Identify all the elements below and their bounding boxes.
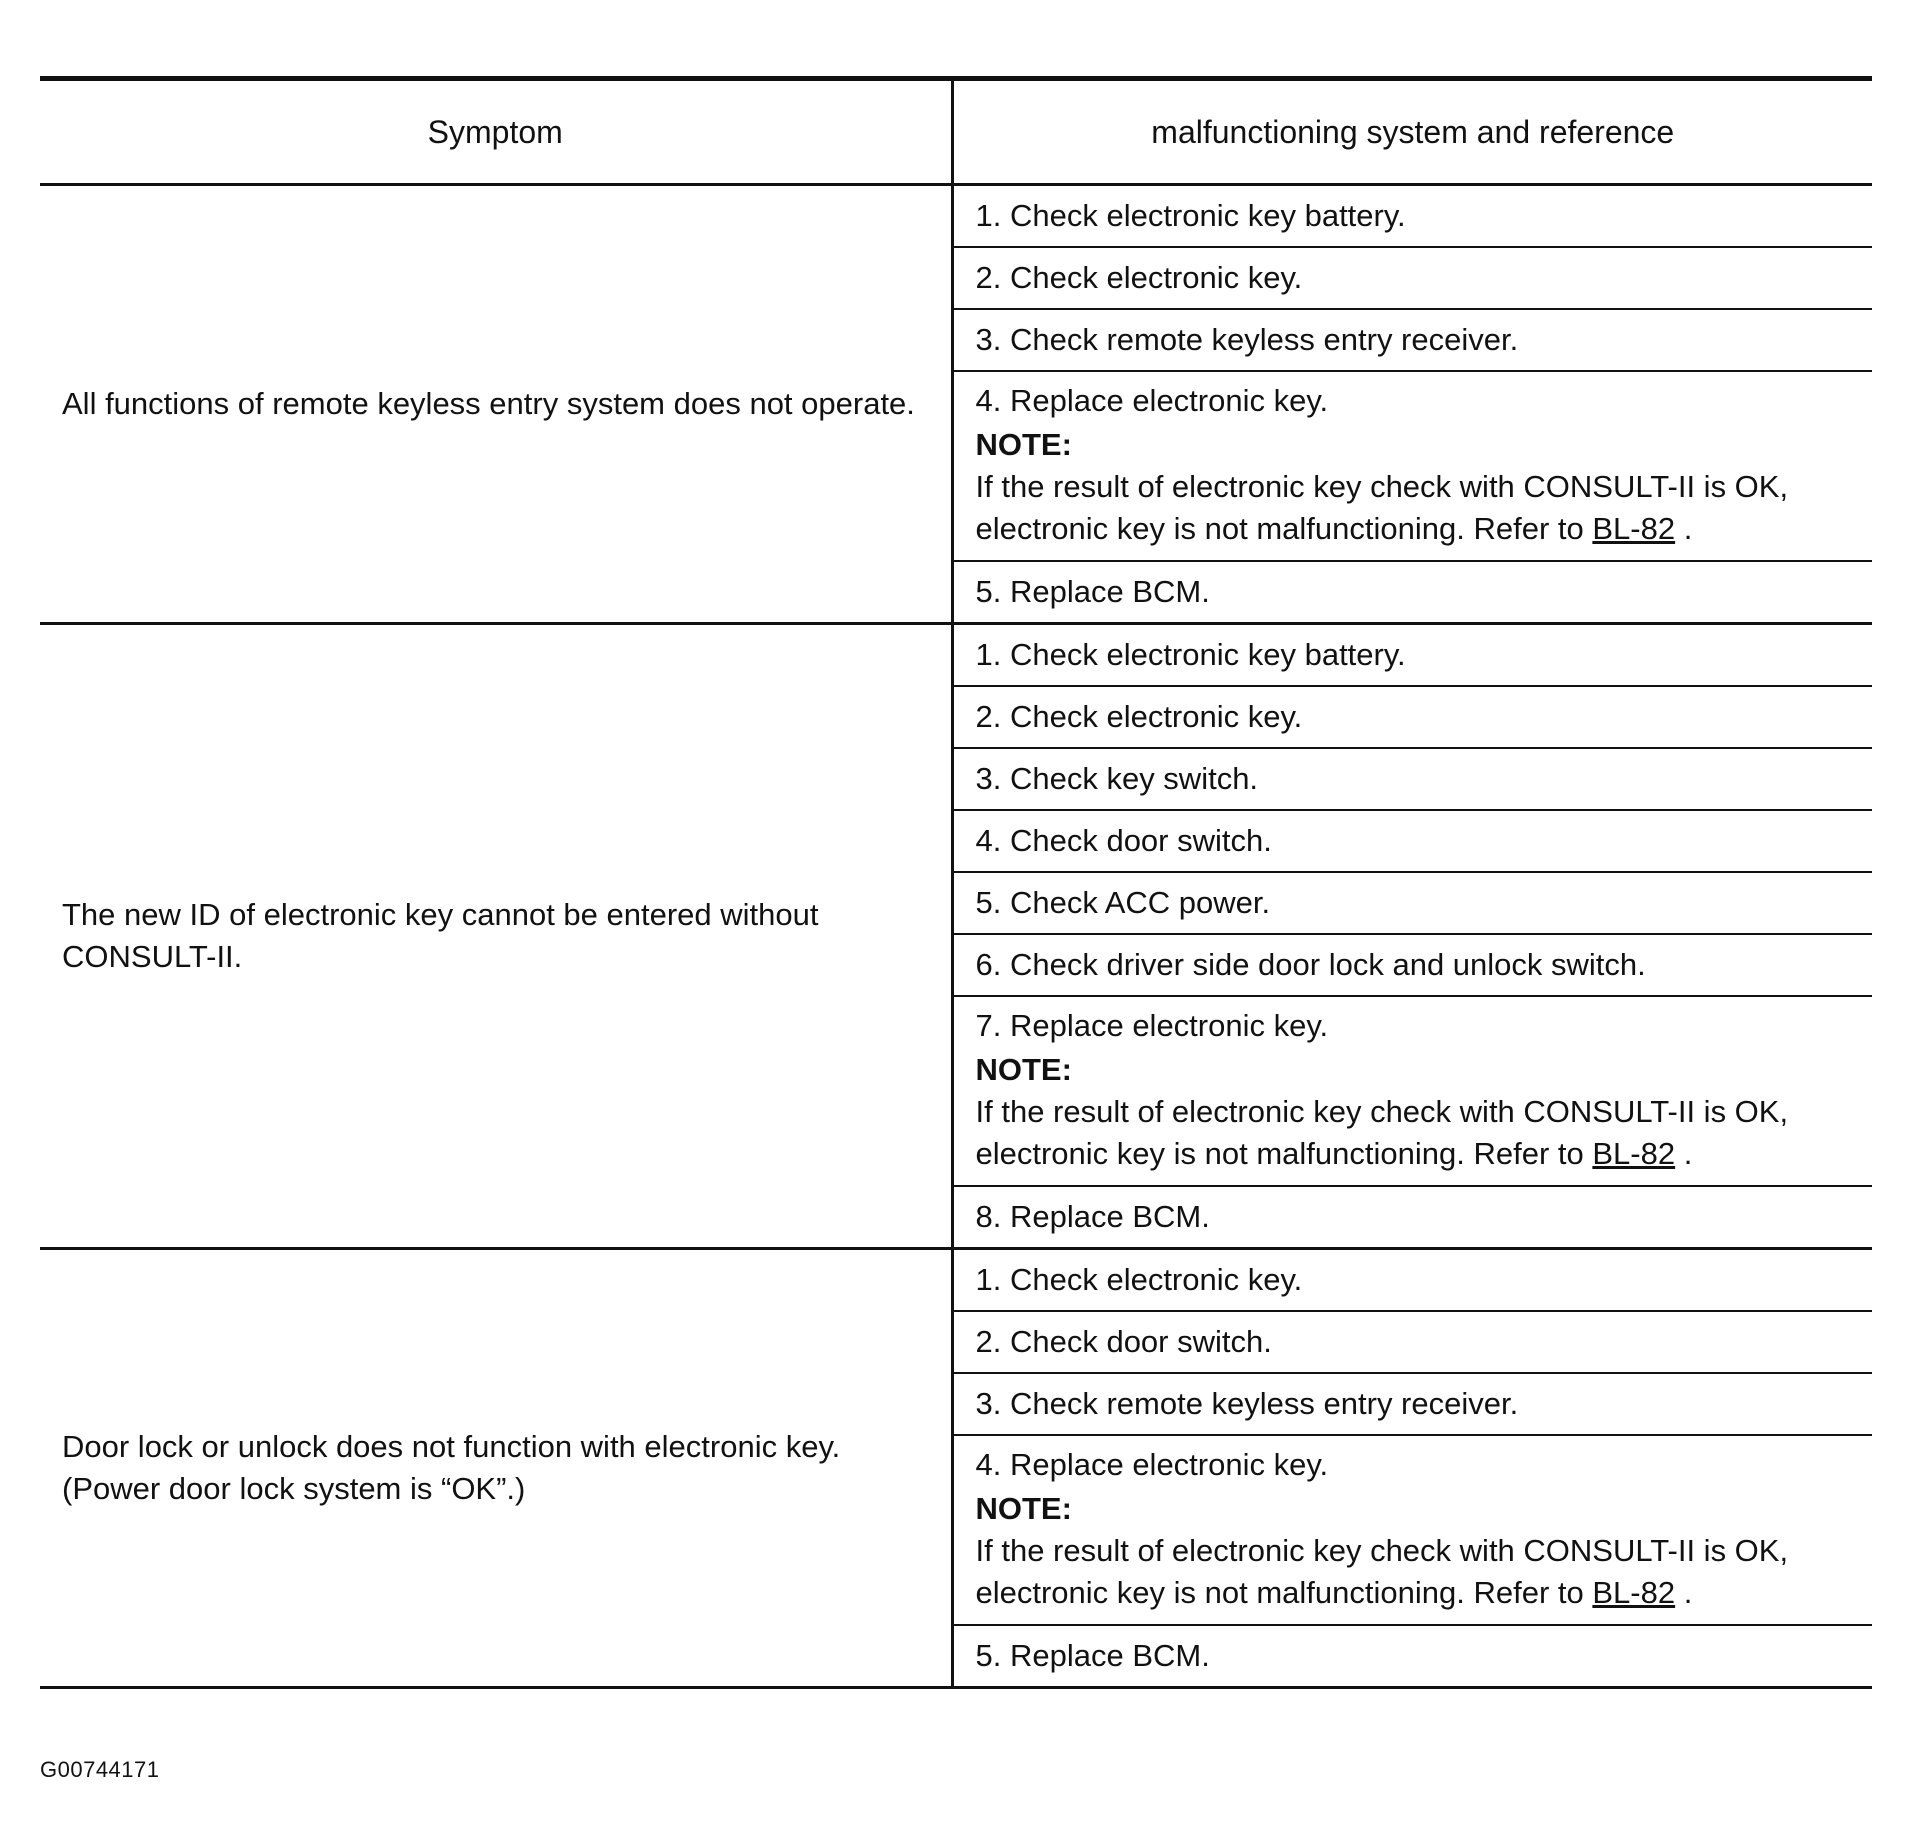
step-cell: 3. Check key switch. [952,748,1872,810]
step-cell: 5. Check ACC power. [952,872,1872,934]
step-cell: 5. Replace BCM. [952,561,1872,624]
figure-id-caption: G00744171 [40,1757,160,1782]
step-cell: 6. Check driver side door lock and unlock switch. [952,934,1872,996]
step-cell: 2. Check electronic key. [952,686,1872,748]
header-row [40,79,1872,185]
table-row [40,1249,1872,1312]
table-row [40,624,1872,687]
step-cell: 1. Check electronic key battery. [952,624,1872,687]
symptom-cell: The new ID of electronic key cannot be entered without CONSULT-II. [40,624,952,1249]
step-note-cell [952,371,1872,561]
step-note-cell [952,996,1872,1186]
note-label: NOTE: [975,1491,1072,1526]
step-cell: 3. Check remote keyless entry receiver. [952,309,1872,371]
note-end: . [1675,1575,1693,1610]
symptom-cell: All functions of remote keyless entry system does not operate. [40,185,952,624]
note-body [976,466,1867,550]
step-text: 7. Replace electronic key. [975,1008,1329,1043]
step-note-cell [952,1435,1872,1625]
step-cell: 8. Replace BCM. [952,1186,1872,1249]
step-cell: 1. Check electronic key battery. [952,185,1872,248]
step-text: 4. Replace electronic key. [975,383,1329,418]
step-cell: 2. Check electronic key. [952,247,1872,309]
note-body [976,1091,1867,1175]
note-label: NOTE: [975,1052,1072,1087]
reference-link[interactable]: BL-82 [1592,511,1676,546]
note-end: . [1675,511,1693,546]
note-label: NOTE: [975,427,1072,462]
symptom-table [40,76,1872,1689]
symptom-column-header: Symptom [40,79,952,185]
step-text: 4. Replace electronic key. [975,1447,1329,1482]
step-cell: 1. Check electronic key. [952,1249,1872,1312]
note-body [976,1530,1867,1614]
reference-column-header: malfunctioning system and reference [952,79,1872,185]
reference-link[interactable]: BL-82 [1592,1575,1676,1610]
symptom-cell: Door lock or unlock does not function with electronic key. (Power door lock system is “OK”.) [40,1249,952,1688]
note-text: If the result of electronic key check with CONSULT-II is OK, electronic key is not malfunctioning. Refer to [975,469,1789,546]
reference-link[interactable]: BL-82 [1592,1136,1676,1171]
note-text: If the result of electronic key check with CONSULT-II is OK, electronic key is not malfunctioning. Refer to [975,1533,1789,1610]
note-end: . [1675,1136,1693,1171]
table-row [40,185,1872,248]
note-text: If the result of electronic key check with CONSULT-II is OK, electronic key is not malfunctioning. Refer to [975,1094,1789,1171]
step-cell: 3. Check remote keyless entry receiver. [952,1373,1872,1435]
step-cell: 4. Check door switch. [952,810,1872,872]
step-cell: 2. Check door switch. [952,1311,1872,1373]
step-cell: 5. Replace BCM. [952,1625,1872,1688]
